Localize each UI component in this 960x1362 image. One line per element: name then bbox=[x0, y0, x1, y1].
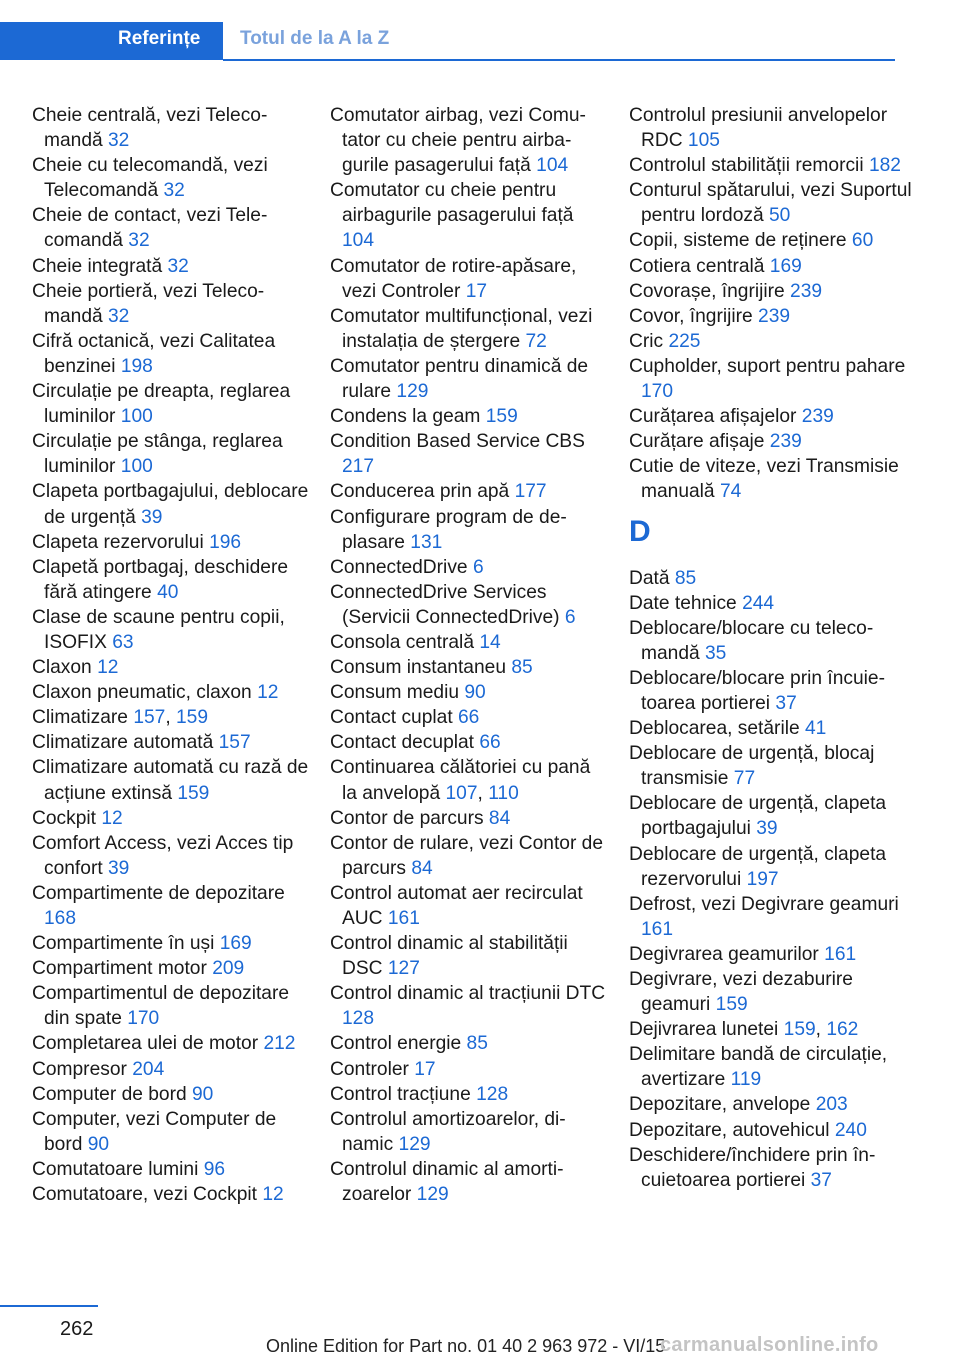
page-reference-link[interactable]: 197 bbox=[746, 868, 779, 890]
index-entry-text: Clapetă portbagaj, deschidere fără atingere bbox=[32, 556, 289, 603]
index-entry-text: Depozitare, autovehicul bbox=[629, 1119, 830, 1141]
page-reference-link[interactable]: 17 bbox=[414, 1058, 436, 1080]
index-entry-text: Cheie integrată bbox=[32, 255, 163, 277]
page-reference-link[interactable]: 159 bbox=[177, 782, 210, 804]
index-entry-text: Conducerea prin apă bbox=[330, 481, 510, 503]
page-reference-link[interactable]: 131 bbox=[410, 531, 443, 553]
index-entry bbox=[629, 404, 919, 429]
index-entry bbox=[629, 254, 919, 279]
index-entry bbox=[330, 1057, 610, 1082]
section-letter-heading: D bbox=[629, 514, 651, 548]
index-entry-text: Control tracțiune bbox=[330, 1083, 471, 1105]
index-entry bbox=[330, 630, 610, 655]
page-reference-link[interactable]: 204 bbox=[132, 1058, 165, 1080]
index-entry bbox=[32, 680, 312, 705]
index-entry bbox=[629, 304, 919, 329]
index-entry-text: Cheie centrală, vezi Telecomandă bbox=[32, 105, 268, 152]
page-reference-link[interactable]: 119 bbox=[730, 1069, 762, 1091]
index-entry bbox=[32, 153, 312, 203]
index-entry bbox=[330, 1031, 610, 1056]
page-reference-link[interactable]: 14 bbox=[479, 631, 501, 653]
index-entry-text: Comutator airbag, vezi Comutator cu cheie pentru airbagurile pasagerului față bbox=[330, 105, 586, 177]
index-entry bbox=[32, 1082, 312, 1107]
page-reference-link[interactable]: 203 bbox=[815, 1094, 848, 1116]
index-entry bbox=[330, 931, 610, 981]
index-entry bbox=[32, 103, 312, 153]
index-entry bbox=[32, 379, 312, 429]
index-entry bbox=[629, 741, 919, 791]
page-reference-link[interactable]: 159 bbox=[715, 994, 748, 1016]
page-reference-link[interactable]: 162 bbox=[826, 1019, 859, 1041]
page-reference-link[interactable]: 39 bbox=[756, 818, 778, 840]
index-entry bbox=[330, 1157, 610, 1207]
index-entry-text: Contor de rulare, vezi Contor de parcurs bbox=[330, 832, 604, 879]
index-entry-text: Curățarea afișajelor bbox=[629, 406, 797, 428]
index-entry-text: ConnectedDrive Services (Servicii ConnectedDrive) bbox=[330, 581, 560, 628]
index-entry-text: Compartiment motor bbox=[32, 958, 207, 980]
index-entry bbox=[629, 329, 919, 354]
page-reference-link[interactable]: 100 bbox=[120, 406, 153, 428]
index-entry-text: Control automat aer recirculat AUC bbox=[330, 882, 583, 929]
index-entry-text: Controlul amortizoarelor, dinamic bbox=[330, 1108, 566, 1155]
index-entry-text: Contact decuplat bbox=[330, 732, 474, 754]
index-entry-text: Clase de scaune pentru copii, ISOFIX bbox=[32, 606, 285, 653]
index-entry-text: Circulație pe dreapta, reglarea luminilor bbox=[32, 381, 291, 428]
index-entry bbox=[629, 1118, 919, 1143]
page-reference-link[interactable]: 12 bbox=[101, 807, 123, 829]
page-reference-link[interactable]: 239 bbox=[790, 280, 823, 302]
index-entry-text: Curățare afișaje bbox=[629, 431, 765, 453]
index-entry bbox=[32, 755, 312, 805]
edition-footer: Online Edition for Part no. 01 40 2 963 972 - VI/15 bbox=[266, 1336, 666, 1356]
index-entry bbox=[330, 304, 610, 354]
page-reference-link[interactable]: 104 bbox=[342, 230, 375, 252]
index-entry-text: Cheie cu telecomandă, vezi Telecomandă bbox=[32, 155, 268, 202]
index-entry bbox=[629, 354, 919, 404]
page-reference-link[interactable]: 239 bbox=[769, 431, 802, 453]
index-entry bbox=[32, 1157, 312, 1182]
index-entry: Climatizare 157, 159 bbox=[32, 707, 209, 729]
index-entry bbox=[330, 730, 610, 755]
page-reference-link[interactable]: 128 bbox=[342, 1008, 375, 1030]
index-entry: Continuarea călătoriei cu pană la anvelopă 107, 110 bbox=[330, 757, 591, 804]
page-reference-link[interactable]: 85 bbox=[511, 657, 533, 679]
page-reference-link[interactable]: 169 bbox=[769, 255, 802, 277]
page-reference-link[interactable]: 6 bbox=[564, 606, 576, 628]
index-entry-text: Completarea ulei de motor bbox=[32, 1033, 259, 1055]
index-entry bbox=[330, 404, 610, 429]
page-reference-link[interactable]: 107 bbox=[445, 782, 478, 804]
index-entry-text: Depozitare, anvelope bbox=[629, 1094, 811, 1116]
page-reference-link[interactable]: 41 bbox=[805, 718, 827, 740]
index-entry-text: Deschidere/închidere prin încuietoarea portierei bbox=[629, 1144, 876, 1191]
page-reference-link[interactable]: 66 bbox=[458, 707, 480, 729]
index-entry-text: Control dinamic al tracțiunii DTC bbox=[330, 983, 606, 1005]
page-reference-link[interactable]: 12 bbox=[97, 657, 119, 679]
page-reference-link[interactable]: 6 bbox=[472, 556, 484, 578]
index-entry-text: Comutator cu cheie pentru airbagurile pasagerului față bbox=[330, 180, 574, 227]
index-entry bbox=[32, 329, 312, 379]
index-entry-text: ConnectedDrive bbox=[330, 556, 468, 578]
page-number: 262 bbox=[60, 1318, 94, 1340]
page-reference-link[interactable]: 212 bbox=[263, 1033, 296, 1055]
page-reference-link[interactable]: 90 bbox=[192, 1083, 214, 1105]
page-reference-link[interactable]: 244 bbox=[742, 592, 775, 614]
index-entry-text: Climatizare bbox=[32, 707, 128, 729]
index-entry bbox=[32, 530, 312, 555]
index-entry bbox=[32, 429, 312, 479]
index-entry-text: Controlul presiunii anvelopelor RDC bbox=[629, 105, 888, 152]
index-entry bbox=[330, 680, 610, 705]
index-entry-text: Comutator multifuncțional, vezi instalația de ștergere bbox=[330, 305, 593, 352]
index-entry-text: Consola centrală bbox=[330, 631, 474, 653]
index-entry-text: Control energie bbox=[330, 1033, 462, 1055]
index-entry bbox=[330, 705, 610, 730]
index-entry-text: Covor, îngrijire bbox=[629, 305, 753, 327]
index-entry-text: Degivrarea geamurilor bbox=[629, 943, 819, 965]
index-entry bbox=[629, 942, 919, 967]
index-entry bbox=[330, 103, 610, 178]
index-entry bbox=[330, 1107, 610, 1157]
index-entry bbox=[629, 279, 919, 304]
index-entry bbox=[32, 1031, 312, 1056]
page-reference-link[interactable]: 182 bbox=[868, 155, 901, 177]
index-entry bbox=[629, 716, 919, 741]
index-entry: Dejivrarea lunetei 159, 162 bbox=[629, 1019, 859, 1041]
index-entry-text: Degivrare, vezi dezaburire geamuri bbox=[629, 969, 853, 1016]
page-reference-link[interactable]: 177 bbox=[514, 481, 547, 503]
index-entry-text: Compartimentul de depozitare din spate bbox=[32, 983, 290, 1030]
page-reference-link[interactable]: 129 bbox=[396, 381, 429, 403]
index-entry bbox=[629, 666, 919, 716]
page-reference-link[interactable]: 12 bbox=[257, 682, 279, 704]
index-entry-text: Circulație pe stânga, reglarea luminilor bbox=[32, 431, 283, 478]
index-entry-text: Compresor bbox=[32, 1058, 127, 1080]
index-entry bbox=[629, 228, 919, 253]
index-entry bbox=[629, 1092, 919, 1117]
page-reference-link[interactable]: 196 bbox=[209, 531, 242, 553]
index-entry-text: Deblocare de urgență, clapeta rezervorului bbox=[629, 843, 887, 890]
index-entry bbox=[330, 831, 610, 881]
index-entry bbox=[32, 881, 312, 931]
page-reference-link[interactable]: 127 bbox=[387, 958, 420, 980]
index-entry-text: Continuarea călătoriei cu pană la anvelopă bbox=[330, 757, 591, 804]
index-entry bbox=[330, 505, 610, 555]
index-entry-text: Controler bbox=[330, 1058, 409, 1080]
index-entry-text: Computer, vezi Computer de bord bbox=[32, 1108, 277, 1155]
index-entry bbox=[32, 555, 312, 605]
page-reference-link[interactable]: 66 bbox=[479, 732, 501, 754]
index-entry bbox=[629, 429, 919, 454]
page-reference-link[interactable]: 32 bbox=[108, 130, 130, 152]
header-bar bbox=[0, 0, 960, 62]
index-entry bbox=[32, 730, 312, 755]
index-entry bbox=[32, 655, 312, 680]
index-entry-text: Climatizare automată bbox=[32, 732, 214, 754]
index-entry-text: Dată bbox=[629, 567, 670, 589]
page-reference-link[interactable]: 170 bbox=[127, 1008, 160, 1030]
index-entry-text: Deblocare/blocare cu telecomandă bbox=[629, 617, 874, 664]
index-entry-text: Deblocarea, setările bbox=[629, 718, 800, 740]
page-reference-link[interactable]: 225 bbox=[668, 330, 701, 352]
index-entry bbox=[330, 981, 610, 1031]
page-reference-link[interactable]: 161 bbox=[824, 943, 857, 965]
page-reference-link[interactable]: 39 bbox=[141, 506, 163, 528]
index-entry bbox=[330, 178, 610, 253]
page-reference-link[interactable]: 85 bbox=[674, 567, 697, 589]
page-reference-link[interactable]: 110 bbox=[488, 782, 519, 804]
index-entry bbox=[330, 1082, 610, 1107]
index-entry-text: Deblocare de urgență, clapeta portbagajului bbox=[629, 793, 887, 840]
header-rule bbox=[223, 59, 895, 61]
page-reference-link[interactable]: 217 bbox=[342, 456, 375, 478]
index-entry bbox=[330, 254, 610, 304]
page-reference-link[interactable]: 40 bbox=[157, 581, 179, 603]
index-entry-text: Controlul dinamic al amortizoarelor bbox=[330, 1158, 564, 1206]
index-entry bbox=[629, 591, 919, 616]
index-entry bbox=[330, 555, 610, 580]
page-reference-link[interactable]: 32 bbox=[163, 180, 185, 202]
index-column-2 bbox=[330, 103, 610, 1207]
page-reference-link[interactable]: 77 bbox=[733, 768, 756, 790]
page-reference-link[interactable]: 239 bbox=[758, 305, 791, 327]
index-entry-text: Condition Based Service CBS bbox=[330, 431, 585, 453]
page-reference-link[interactable]: 37 bbox=[810, 1169, 832, 1191]
page-reference-link[interactable]: 32 bbox=[128, 230, 150, 252]
page-reference-link[interactable]: 240 bbox=[834, 1119, 867, 1141]
index-entry bbox=[330, 354, 610, 404]
page-reference-link[interactable]: 129 bbox=[398, 1133, 431, 1155]
index-entry bbox=[32, 1107, 312, 1157]
index-entry-text: Consum mediu bbox=[330, 682, 460, 704]
index-entry bbox=[629, 616, 919, 666]
index-entry-text: Consum instantaneu bbox=[330, 657, 506, 679]
page-reference-link[interactable]: 159 bbox=[783, 1019, 816, 1041]
index-entry bbox=[629, 842, 919, 892]
watermark: carmanualsonline.info bbox=[660, 1334, 879, 1356]
page-reference-link[interactable]: 84 bbox=[488, 807, 511, 829]
index-entry-text: Comutatoare lumini bbox=[32, 1158, 199, 1180]
index-entry bbox=[330, 429, 610, 479]
index-entry bbox=[629, 791, 919, 841]
index-entry bbox=[629, 153, 919, 178]
index-entry-text: Cockpit bbox=[32, 807, 96, 829]
page-reference-link[interactable]: 32 bbox=[167, 255, 189, 277]
page-reference-link[interactable]: 209 bbox=[212, 958, 245, 980]
page-reference-link[interactable]: 170 bbox=[641, 381, 674, 403]
index-entry-text: Cheie portieră, vezi Telecomandă bbox=[32, 280, 265, 327]
index-entry bbox=[32, 831, 312, 881]
index-entry bbox=[32, 605, 312, 655]
index-entry-text: Comutator pentru dinamică de rulare bbox=[330, 355, 589, 403]
index-entry-text: Clapeta rezervorului bbox=[32, 531, 204, 553]
index-entry bbox=[629, 566, 919, 591]
index-entry bbox=[330, 806, 610, 831]
index-entry bbox=[32, 956, 312, 981]
page-reference-link[interactable]: 32 bbox=[108, 305, 130, 327]
page-reference-link[interactable]: 50 bbox=[769, 205, 791, 227]
page-reference-link[interactable]: 239 bbox=[801, 406, 834, 428]
page-reference-link[interactable]: 168 bbox=[44, 908, 77, 929]
page-reference-link[interactable]: 63 bbox=[112, 631, 134, 653]
index-entry bbox=[629, 178, 919, 228]
index-entry-text: Climatizare automată cu rază de acțiune extinsă bbox=[32, 757, 309, 804]
index-entry-text: Cric bbox=[629, 330, 664, 352]
page-reference-link[interactable]: 84 bbox=[411, 857, 433, 879]
index-entry-text: Cifră octanică, vezi Calitatea benzinei bbox=[32, 330, 276, 377]
index-entry-text: Comfort Access, vezi Acces tip confort bbox=[32, 832, 294, 879]
page-reference-link[interactable]: 35 bbox=[705, 642, 727, 664]
index-entry-text: Comutatoare, vezi Cockpit bbox=[32, 1184, 258, 1206]
index-entry-text: Comutator de rotire-apăsare, vezi Controler bbox=[330, 255, 577, 302]
page-reference-link[interactable]: 159 bbox=[485, 406, 518, 428]
index-entry bbox=[32, 1057, 312, 1082]
index-entry bbox=[629, 1042, 919, 1092]
page-reference-link[interactable]: 74 bbox=[719, 481, 742, 503]
index-entry-text: Clapeta portbagajului, deblocare de urgență bbox=[32, 481, 309, 528]
page-reference-link[interactable]: 60 bbox=[851, 230, 874, 252]
index-entry bbox=[629, 892, 919, 942]
index-entry-text: Cutie de viteze, vezi Transmisie manuală bbox=[629, 456, 899, 503]
tab-a-to-z[interactable]: Totul de la A la Z bbox=[240, 28, 390, 49]
index-entry-text: Claxon pneumatic, claxon bbox=[32, 682, 252, 704]
page-reference-link[interactable]: 128 bbox=[476, 1083, 509, 1105]
index-entry-text: Date tehnice bbox=[629, 592, 737, 614]
index-entry-text: Claxon bbox=[32, 657, 92, 679]
page-reference-link[interactable]: 90 bbox=[87, 1133, 110, 1155]
page-reference-link[interactable]: 12 bbox=[262, 1184, 284, 1206]
index-entry bbox=[330, 881, 610, 931]
page-reference-link[interactable]: 159 bbox=[176, 707, 209, 729]
index-entry bbox=[629, 454, 919, 504]
page-reference-link[interactable]: 90 bbox=[464, 682, 486, 704]
index-entry-text: Cheie de contact, vezi Telecomandă bbox=[32, 205, 268, 252]
index-entry-text: Deblocare/blocare prin încuietoarea portierei bbox=[629, 667, 885, 714]
page-reference-link[interactable]: 161 bbox=[641, 918, 674, 940]
page-reference-link[interactable]: 105 bbox=[687, 130, 720, 152]
page-reference-link[interactable]: 100 bbox=[120, 456, 153, 478]
page-reference-link[interactable]: 17 bbox=[465, 280, 488, 302]
index-entry bbox=[330, 655, 610, 680]
index-entry bbox=[330, 580, 610, 630]
page-reference-link[interactable]: 157 bbox=[133, 707, 166, 729]
index-entry-text: Contact cuplat bbox=[330, 707, 453, 729]
page-reference-link[interactable]: 198 bbox=[120, 355, 153, 377]
index-entry-text: Dejivrarea lunetei bbox=[629, 1019, 779, 1041]
tab-references[interactable]: Referințe bbox=[118, 28, 201, 49]
page-reference-link[interactable]: 72 bbox=[525, 330, 547, 352]
index-entry-text: Compartimente de depozitare bbox=[32, 882, 285, 904]
page-number-rule bbox=[0, 1305, 98, 1307]
index-entry bbox=[32, 203, 312, 253]
page-reference-link[interactable]: 157 bbox=[218, 732, 251, 754]
index-entry bbox=[32, 479, 312, 529]
index-entry bbox=[629, 967, 919, 1017]
index-entry-text: Compartimente în uși bbox=[32, 933, 215, 955]
index-column-1 bbox=[32, 103, 312, 1207]
page-reference-link[interactable]: 129 bbox=[416, 1184, 449, 1206]
page-reference-link[interactable]: 161 bbox=[387, 908, 420, 929]
page-reference-link[interactable]: 96 bbox=[203, 1158, 226, 1180]
index-entry bbox=[330, 479, 610, 504]
index-entry bbox=[32, 981, 312, 1031]
index-entry-text: Cotiera centrală bbox=[629, 255, 765, 277]
index-entry-text: Control dinamic al stabilității DSC bbox=[330, 933, 568, 980]
index-entry-text: Configurare program de deplasare bbox=[330, 506, 567, 553]
index-entry-text: Covorașe, îngrijire bbox=[629, 280, 785, 302]
index-column-3 bbox=[629, 103, 919, 1193]
index-entry-text: Cupholder, suport pentru pahare bbox=[629, 355, 906, 377]
index-entry bbox=[32, 279, 312, 329]
page-reference-link[interactable]: 104 bbox=[536, 155, 569, 177]
index-entry bbox=[32, 1182, 312, 1207]
index-entry bbox=[629, 1143, 919, 1193]
page-reference-link[interactable]: 85 bbox=[466, 1033, 488, 1055]
index-entry-text: Condens la geam bbox=[330, 406, 481, 428]
index-entry-text: Defrost, vezi Degivrare geamuri bbox=[629, 893, 899, 915]
index-entry-text: Conturul spătarului, vezi Suportul pentru lordoză bbox=[629, 180, 912, 227]
index-entry bbox=[32, 806, 312, 831]
index-entry-text: Controlul stabilității remorcii bbox=[629, 155, 864, 177]
index-entry bbox=[629, 103, 919, 153]
page-reference-link[interactable]: 37 bbox=[775, 692, 797, 714]
index-entry-text: Delimitare bandă de circulație, avertizare bbox=[629, 1044, 888, 1091]
index-entry bbox=[32, 254, 312, 279]
page-reference-link[interactable]: 39 bbox=[108, 857, 130, 879]
index-entry-text: Deblocare de urgență, blocaj transmisie bbox=[629, 743, 875, 790]
index-entry-text: Computer de bord bbox=[32, 1083, 187, 1105]
index-entry-text: Contor de parcurs bbox=[330, 807, 484, 829]
index-entry bbox=[32, 931, 312, 956]
page-reference-link[interactable]: 169 bbox=[219, 933, 252, 955]
index-entry-text: Copii, sisteme de reținere bbox=[629, 230, 847, 252]
